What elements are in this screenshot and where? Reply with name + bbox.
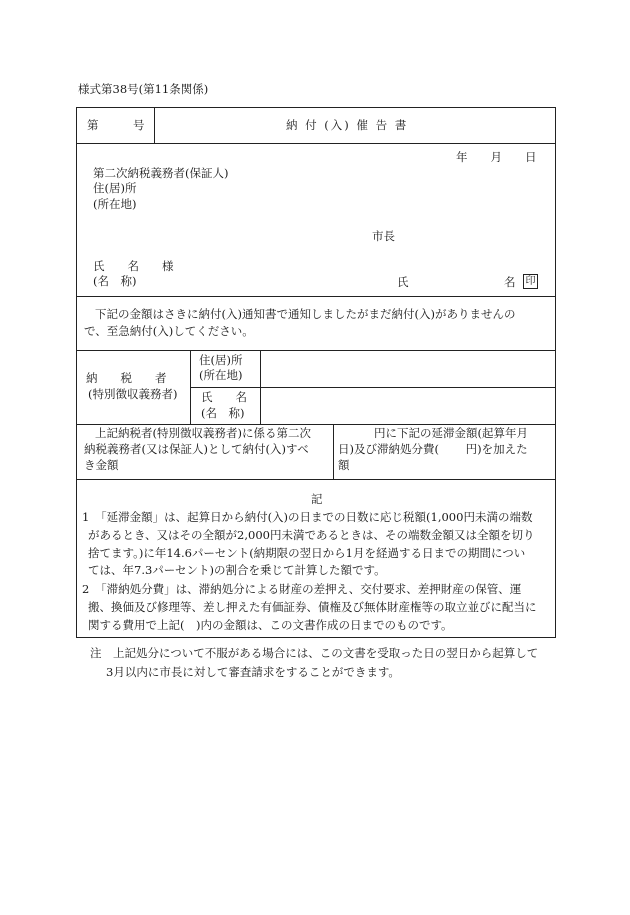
seal-mark: 印 bbox=[523, 274, 538, 289]
divider-taxpayer-field bbox=[260, 350, 261, 425]
frame-right bbox=[555, 107, 556, 638]
amount-left-line-1: 上記納税者(特別徴収義務者)に係る第二次 bbox=[95, 426, 311, 440]
divider-taxpayer-label bbox=[190, 350, 191, 425]
taxpayer-sublabel: (特別徴収義務者) bbox=[88, 387, 178, 401]
frame-top bbox=[76, 107, 556, 108]
taxpayer-label: 納 税 者 bbox=[86, 371, 167, 385]
note-2-line-1: 2 「滞納処分費」は、滞納処分による財産の差押え、交付要求、差押財産の保管、運 bbox=[82, 582, 522, 596]
footer-note-line-2: 3月以内に市長に対して審査請求をすることができます。 bbox=[106, 665, 400, 679]
note-2-line-2: 搬、換価及び修理等、差し押えた有価証券、債権及び無体財産権等の取立並びに配当に bbox=[88, 600, 537, 614]
taxpayer-name-alt-label: (名 称) bbox=[201, 406, 245, 420]
divider-notice bbox=[76, 350, 556, 351]
amount-right-line-1: 円に下記の延滞金額(起算年月 bbox=[374, 426, 528, 440]
divider-header bbox=[76, 143, 556, 144]
divider-amount bbox=[76, 479, 556, 480]
notes-heading: 記 bbox=[311, 492, 323, 506]
notice-line-1: 下記の金額はさきに納付(入)通知書で通知しましたがまだ納付(入)がありませんの bbox=[95, 307, 516, 321]
note-1-line-2: があるとき、又はその全額が2,000円未満であるときは、その端数金額又は全額を切り bbox=[88, 528, 535, 542]
footer-note-line-1: 注 上記処分について不服がある場合には、この文書を受取った日の翌日から起算して bbox=[90, 646, 539, 660]
amount-left-line-2: 納税義務者(又は保証人)として納付(入)すべ bbox=[84, 442, 309, 456]
taxpayer-location-label: (所在地) bbox=[199, 368, 243, 382]
frame-bottom bbox=[76, 637, 556, 638]
divider-header-number bbox=[154, 107, 155, 144]
note-1-line-1: 1 「延滞金額」は、起算日から納付(入)の日までの日数に応じ税額(1,000円未満の端数 bbox=[82, 510, 533, 524]
recipient-type: 第二次納税義務者(保証人) bbox=[93, 166, 229, 180]
divider-address bbox=[76, 296, 556, 297]
divider-taxpayer-inner bbox=[190, 387, 556, 388]
form-caption: 様式第38号(第11条関係) bbox=[78, 82, 209, 96]
signer-given-label: 名 bbox=[504, 275, 516, 289]
recipient-name-alt: (名 称) bbox=[93, 274, 137, 288]
note-1-line-4: ては、年7.3パーセント)の割合を乗じて計算した額です。 bbox=[88, 563, 386, 577]
frame-left bbox=[76, 107, 77, 638]
recipient-location-label: (所在地) bbox=[93, 197, 137, 211]
divider-taxpayer bbox=[76, 424, 556, 425]
notice-line-2: で、至急納付(入)してください。 bbox=[84, 324, 254, 338]
note-1-line-3: 捨てます。)に年14.6パーセント(納期限の翌日から1月を経過する日までの期間につい bbox=[88, 546, 526, 560]
issue-date: 年 月 日 bbox=[456, 150, 537, 164]
document-title: 納 付 (入) 催 告 書 bbox=[286, 118, 409, 132]
signer-surname-label: 氏 bbox=[397, 275, 409, 289]
amount-right-line-3: 額 bbox=[338, 458, 350, 472]
recipient-name-label: 氏 名 様 bbox=[93, 259, 174, 273]
taxpayer-name-label: 氏 名 bbox=[201, 390, 247, 404]
note-2-line-3: 関する費用で上記( )内の金額は、この文書作成の日までのものです。 bbox=[88, 618, 453, 632]
recipient-address-label: 住(居)所 bbox=[93, 181, 137, 195]
number-label: 第 号 bbox=[87, 118, 145, 132]
taxpayer-address-label: 住(居)所 bbox=[199, 353, 243, 367]
amount-left-line-3: き金額 bbox=[84, 458, 119, 472]
mayor-label: 市長 bbox=[372, 229, 395, 243]
amount-right-line-2: 日)及び滞納処分費( 円)を加えた bbox=[338, 442, 528, 456]
divider-amount-mid bbox=[333, 424, 334, 480]
